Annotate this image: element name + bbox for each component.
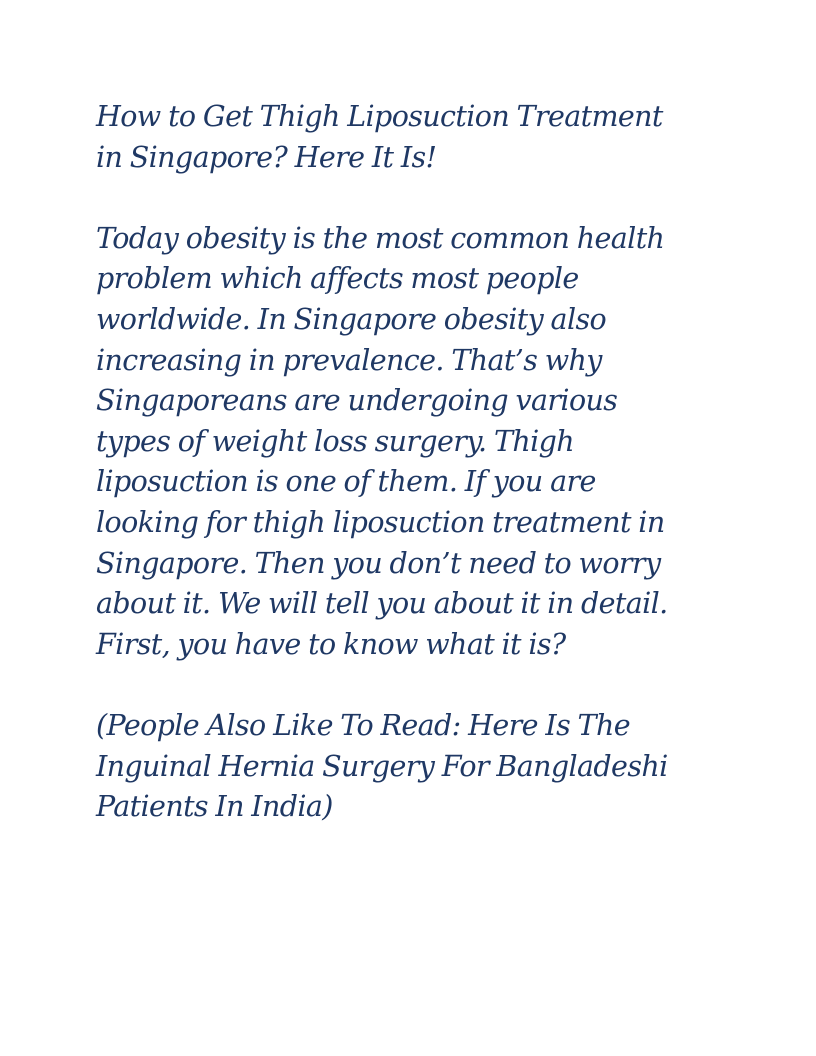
body-line: about it. We will tell you about it in detail.: [96, 587, 668, 621]
related-line: Inguinal Hernia Surgery For Bangladeshi: [96, 749, 668, 783]
document-page: [96, 97, 726, 868]
body-line: looking for thigh liposuction treatment in: [96, 505, 665, 539]
body-line: liposuction is one of them. If you are: [96, 465, 596, 499]
related-line: (People Also Like To Read: Here Is The: [96, 708, 630, 742]
title-line: How to Get Thigh Liposuction Treatment: [96, 100, 663, 133]
body-line: Singapore. Then you don’t need to worry: [96, 546, 661, 580]
body-line: Singaporeans are undergoing various: [96, 384, 618, 418]
body-line: Today obesity is the most common health: [96, 221, 665, 255]
body-line: First, you have to know what it is?: [96, 627, 566, 661]
related-reading-note: [96, 706, 726, 828]
body-line: increasing in prevalence. That’s why: [96, 343, 602, 377]
body-line: problem which affects most people: [96, 262, 579, 296]
body-line: worldwide. In Singapore obesity also: [96, 302, 607, 336]
document-title: [96, 97, 726, 178]
body-line: types of weight loss surgery. Thigh: [96, 424, 575, 458]
body-paragraph: [96, 219, 726, 666]
title-line: in Singapore? Here It Is!: [96, 140, 437, 174]
related-line: Patients In India): [96, 790, 333, 824]
